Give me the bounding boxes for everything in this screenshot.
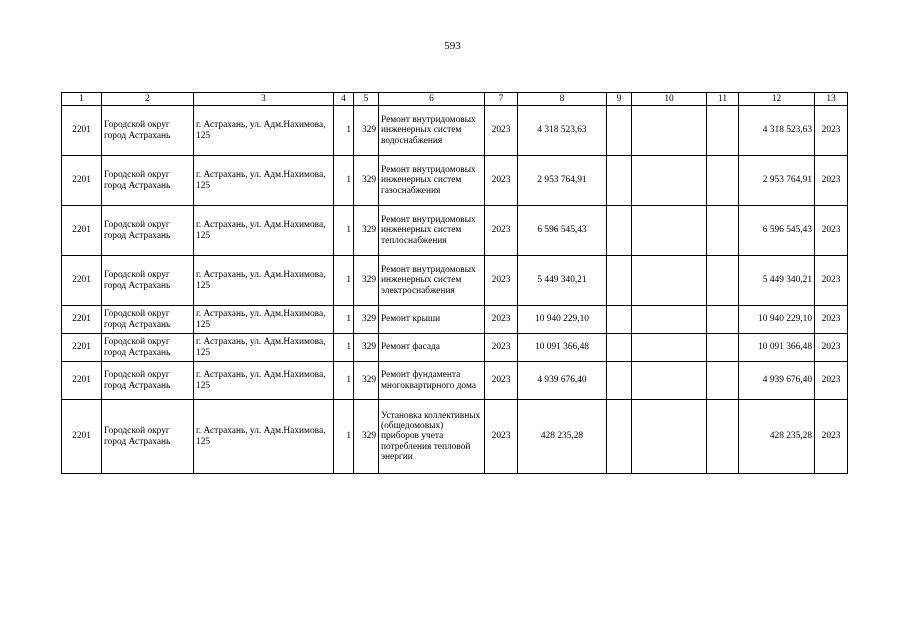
work-type-cell: Ремонт внутридомовых инженерных систем электроснабжения (379, 256, 485, 306)
cost-cell: 10 940 229,10 (518, 306, 607, 334)
code-cell: 2201 (62, 334, 102, 362)
col4-cell: 1 (334, 400, 354, 474)
work-type-cell: Ремонт фундамента многоквартирного дома (379, 362, 485, 400)
col10-cell (632, 256, 707, 306)
cost-cell: 428 235,28 (518, 400, 607, 474)
code-cell: 2201 (62, 400, 102, 474)
address-cell: г. Астрахань, ул. Адм.Нахимова, 125 (194, 256, 334, 306)
municipality-cell: Городской округ город Астрахань (102, 334, 194, 362)
col4-cell: 1 (334, 156, 354, 206)
cost-cell: 4 318 523,63 (518, 106, 607, 156)
total-cell: 428 235,28 (739, 400, 815, 474)
municipality-cell: Городской округ город Астрахань (102, 306, 194, 334)
municipality-cell: Городской округ город Астрахань (102, 400, 194, 474)
col11-cell (707, 306, 739, 334)
col11-cell (707, 156, 739, 206)
cost-cell: 10 091 366,48 (518, 334, 607, 362)
end-year-cell: 2023 (815, 206, 848, 256)
col11-cell (707, 256, 739, 306)
municipality-cell: Городской округ город Астрахань (102, 106, 194, 156)
address-cell: г. Астрахань, ул. Адм.Нахимова, 125 (194, 156, 334, 206)
table-row (62, 156, 848, 206)
municipality-cell: Городской округ город Астрахань (102, 206, 194, 256)
column-header: 5 (354, 93, 379, 106)
column-header: 12 (739, 93, 815, 106)
col4-cell: 1 (334, 206, 354, 256)
municipality-cell: Городской округ город Астрахань (102, 256, 194, 306)
address-cell: г. Астрахань, ул. Адм.Нахимова, 125 (194, 400, 334, 474)
code-cell: 2201 (62, 156, 102, 206)
code-cell: 2201 (62, 106, 102, 156)
code-cell: 2201 (62, 256, 102, 306)
column-header: 8 (518, 93, 607, 106)
end-year-cell: 2023 (815, 106, 848, 156)
work-type-cell: Ремонт внутридомовых инженерных систем водоснабжения (379, 106, 485, 156)
col5-cell: 329 (354, 156, 379, 206)
address-cell: г. Астрахань, ул. Адм.Нахимова, 125 (194, 106, 334, 156)
cost-cell: 2 953 764,91 (518, 156, 607, 206)
col4-cell: 1 (334, 256, 354, 306)
col10-cell (632, 206, 707, 256)
header-row (62, 93, 848, 106)
cost-cell: 6 596 545,43 (518, 206, 607, 256)
table-row (62, 362, 848, 400)
col5-cell: 329 (354, 400, 379, 474)
column-header: 3 (194, 93, 334, 106)
column-header: 2 (102, 93, 194, 106)
end-year-cell: 2023 (815, 306, 848, 334)
end-year-cell: 2023 (815, 400, 848, 474)
col4-cell: 1 (334, 362, 354, 400)
work-type-cell: Установка коллективных (общедомовых) приборов учета потребления тепловой энергии (379, 400, 485, 474)
column-header: 13 (815, 93, 848, 106)
col9-cell (607, 400, 632, 474)
year-cell: 2023 (485, 106, 518, 156)
col4-cell: 1 (334, 106, 354, 156)
column-header: 9 (607, 93, 632, 106)
col10-cell (632, 362, 707, 400)
end-year-cell: 2023 (815, 334, 848, 362)
table-row (62, 334, 848, 362)
col10-cell (632, 400, 707, 474)
col5-cell: 329 (354, 334, 379, 362)
cost-cell: 5 449 340,21 (518, 256, 607, 306)
col5-cell: 329 (354, 206, 379, 256)
column-header: 4 (334, 93, 354, 106)
col11-cell (707, 106, 739, 156)
year-cell: 2023 (485, 400, 518, 474)
year-cell: 2023 (485, 334, 518, 362)
total-cell: 2 953 764,91 (739, 156, 815, 206)
column-header: 7 (485, 93, 518, 106)
total-cell: 4 939 676,40 (739, 362, 815, 400)
total-cell: 10 940 229,10 (739, 306, 815, 334)
total-cell: 5 449 340,21 (739, 256, 815, 306)
col9-cell (607, 256, 632, 306)
col5-cell: 329 (354, 362, 379, 400)
year-cell: 2023 (485, 206, 518, 256)
column-header: 10 (632, 93, 707, 106)
page-number: 593 (444, 40, 461, 52)
work-type-cell: Ремонт внутридомовых инженерных систем теплоснабжения (379, 206, 485, 256)
col4-cell: 1 (334, 306, 354, 334)
table-row (62, 400, 848, 474)
work-type-cell: Ремонт крыши (379, 306, 485, 334)
address-cell: г. Астрахань, ул. Адм.Нахимова, 125 (194, 334, 334, 362)
col5-cell: 329 (354, 306, 379, 334)
column-header: 1 (62, 93, 102, 106)
table-row (62, 306, 848, 334)
total-cell: 4 318 523,63 (739, 106, 815, 156)
address-cell: г. Астрахань, ул. Адм.Нахимова, 125 (194, 206, 334, 256)
municipality-cell: Городской округ город Астрахань (102, 156, 194, 206)
col10-cell (632, 156, 707, 206)
year-cell: 2023 (485, 256, 518, 306)
year-cell: 2023 (485, 362, 518, 400)
table-row (62, 106, 848, 156)
address-cell: г. Астрахань, ул. Адм.Нахимова, 125 (194, 306, 334, 334)
end-year-cell: 2023 (815, 156, 848, 206)
col9-cell (607, 334, 632, 362)
col10-cell (632, 306, 707, 334)
code-cell: 2201 (62, 206, 102, 256)
col9-cell (607, 306, 632, 334)
cost-cell: 4 939 676,40 (518, 362, 607, 400)
code-cell: 2201 (62, 306, 102, 334)
address-cell: г. Астрахань, ул. Адм.Нахимова, 125 (194, 362, 334, 400)
col11-cell (707, 206, 739, 256)
end-year-cell: 2023 (815, 362, 848, 400)
column-header: 6 (379, 93, 485, 106)
col9-cell (607, 362, 632, 400)
table-row (62, 256, 848, 306)
code-cell: 2201 (62, 362, 102, 400)
col10-cell (632, 334, 707, 362)
col9-cell (607, 156, 632, 206)
work-type-cell: Ремонт фасада (379, 334, 485, 362)
col5-cell: 329 (354, 106, 379, 156)
year-cell: 2023 (485, 156, 518, 206)
column-header: 11 (707, 93, 739, 106)
col11-cell (707, 334, 739, 362)
col4-cell: 1 (334, 334, 354, 362)
col10-cell (632, 106, 707, 156)
total-cell: 6 596 545,43 (739, 206, 815, 256)
col11-cell (707, 400, 739, 474)
work-type-cell: Ремонт внутридомовых инженерных систем газоснабжения (379, 156, 485, 206)
col5-cell: 329 (354, 256, 379, 306)
year-cell: 2023 (485, 306, 518, 334)
end-year-cell: 2023 (815, 256, 848, 306)
col9-cell (607, 206, 632, 256)
col9-cell (607, 106, 632, 156)
table-row (62, 206, 848, 256)
col11-cell (707, 362, 739, 400)
capital-repair-table (61, 92, 848, 474)
total-cell: 10 091 366,48 (739, 334, 815, 362)
municipality-cell: Городской округ город Астрахань (102, 362, 194, 400)
